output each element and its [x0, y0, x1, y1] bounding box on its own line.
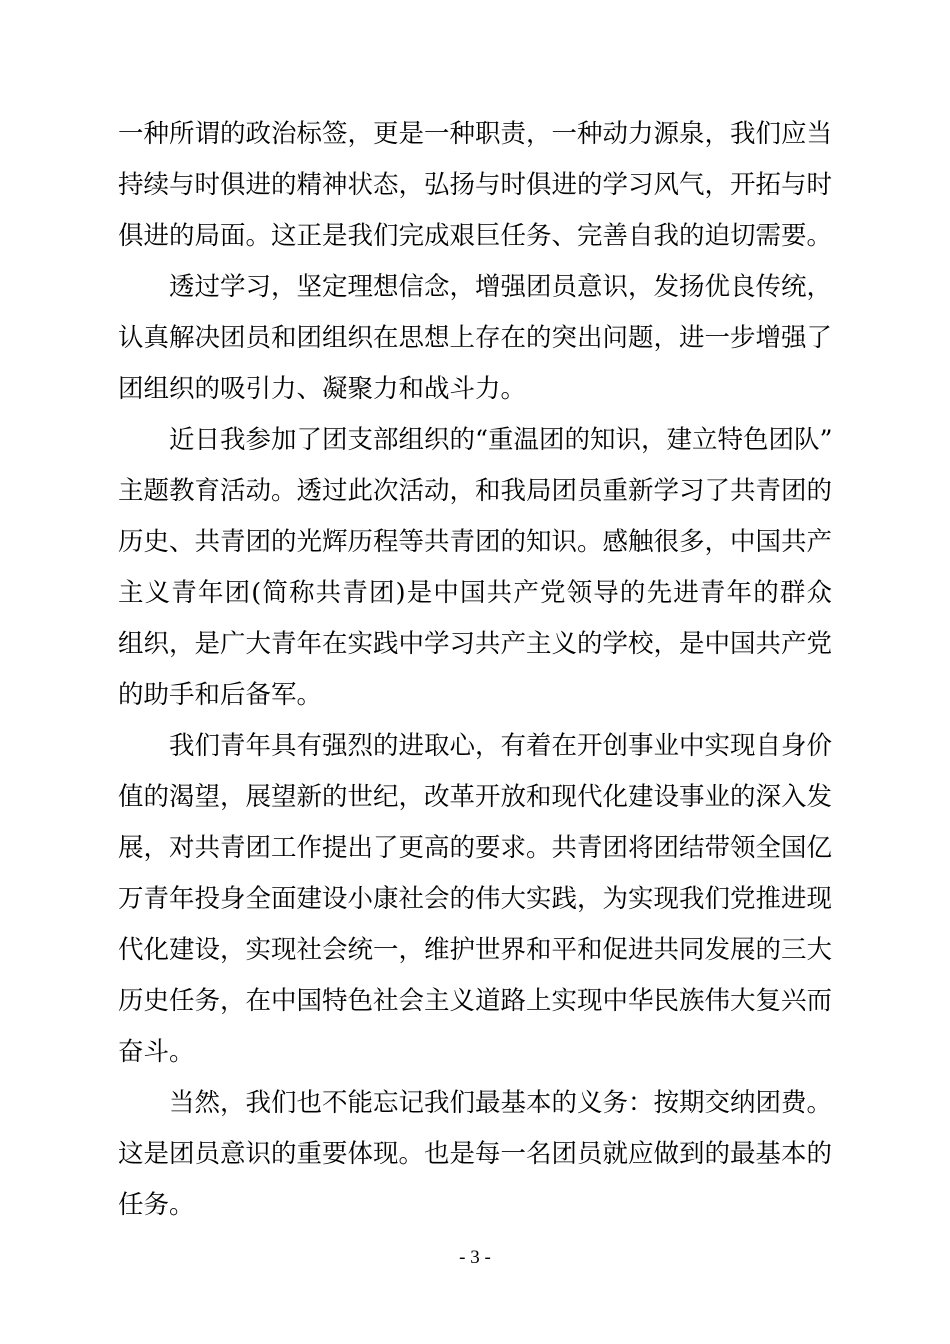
paragraph [118, 415, 832, 721]
text-line: 主题教育活动。透过此次活动，和我局团员重新学习了共青团的 [118, 476, 833, 506]
paragraph [118, 109, 832, 262]
paragraph [118, 721, 832, 1078]
text-line: 这是团员意识的重要体现。也是每一名团员就应做到的最基本的 [118, 1139, 833, 1169]
text-line: 持续与时俱进的精神状态，弘扬与时俱进的学习风气，开拓与时 [118, 170, 833, 200]
text-line: 任务。 [118, 1190, 195, 1220]
text-line: 历史任务，在中国特色社会主义道路上实现中华民族伟大复兴而 [118, 986, 833, 1016]
text-line: 当然，我们也不能忘记我们最基本的义务：按期交纳团费。 [169, 1088, 833, 1118]
text-line: 主义青年团(简称共青团)是中国共产党领导的先进青年的群众 [118, 578, 832, 608]
text-line: 团组织的吸引力、凝聚力和战斗力。 [118, 374, 527, 404]
text-line: 近日我参加了团支部组织的“重温团的知识，建立特色团队” [169, 425, 833, 455]
text-line: 俱进的局面。这正是我们完成艰巨任务、完善自我的迫切需要。 [118, 221, 833, 251]
text-line: 组织，是广大青年在实践中学习共产主义的学校，是中国共产党 [118, 629, 833, 659]
paragraph [118, 1078, 832, 1231]
text-line: 一种所谓的政治标签，更是一种职责，一种动力源泉，我们应当 [118, 119, 833, 149]
text-line: 认真解决团员和团组织在思想上存在的突出问题，进一步增强了 [118, 323, 833, 353]
body-text [118, 109, 832, 1231]
text-line: 展，对共青团工作提出了更高的要求。共青团将团结带领全国亿 [118, 833, 833, 863]
text-line: 的助手和后备军。 [118, 680, 323, 710]
text-line: 万青年投身全面建设小康社会的伟大实践，为实现我们党推进现 [118, 884, 833, 914]
text-line: 历史、共青团的光辉历程等共青团的知识。感触很多，中国共产 [118, 527, 833, 557]
text-line: 奋斗。 [118, 1037, 195, 1067]
page-number: - 3 - [459, 1247, 491, 1268]
paragraph [118, 262, 832, 415]
text-line: 我们青年具有强烈的进取心，有着在开创事业中实现自身价 [169, 731, 833, 761]
text-line: 值的渴望，展望新的世纪，改革开放和现代化建设事业的深入发 [118, 782, 833, 812]
text-line: 透过学习，坚定理想信念，增强团员意识，发扬优良传统， [169, 272, 833, 302]
text-line: 代化建设，实现社会统一，维护世界和平和促进共同发展的三大 [118, 935, 833, 965]
